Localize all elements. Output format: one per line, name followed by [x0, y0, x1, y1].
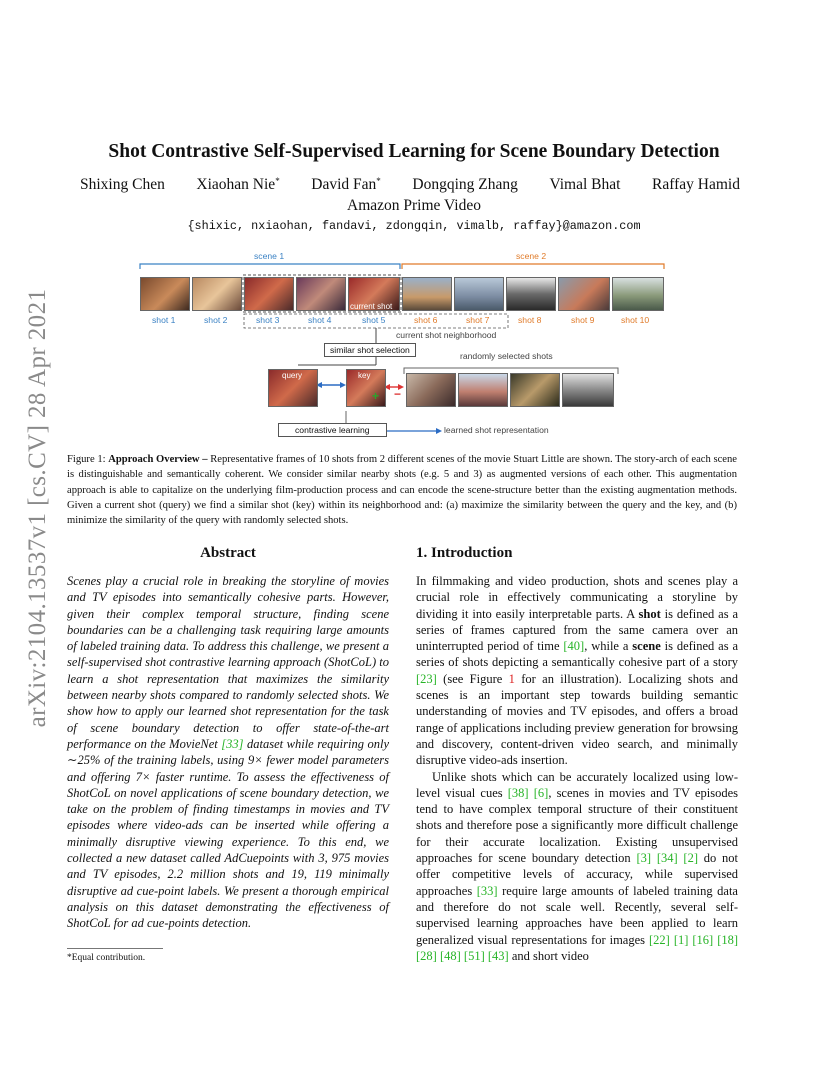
figure-approach-overview [138, 247, 668, 447]
text-run: , scenes in movies and TV episodes tend to have complex temporal structure of their constituent shots and therefore pose a significantly more difficult challenge for their accurate localization. Existing unsupervised approaches for scene boundary detection [416, 785, 738, 866]
text-run: do not offer competitive levels of accuracy, while supervised approaches [416, 851, 739, 898]
shot-label: shot 1 [152, 315, 176, 325]
abstract-heading: Abstract [200, 545, 256, 561]
citation-link[interactable]: [51] [463, 948, 485, 963]
shot-frame [192, 277, 242, 311]
paper-title: Shot Contrastive Self-Supervised Learning for Scene Boundary Detection [108, 141, 720, 162]
shot-label: shot 10 [621, 315, 650, 325]
figure-caption [67, 452, 737, 528]
shot-label: shot 6 [414, 315, 438, 325]
citation-link[interactable]: [18] [717, 932, 739, 947]
citation-link[interactable]: [33] [221, 736, 244, 751]
text-run: and short video [508, 948, 589, 963]
text-run: require large amounts of labeled training data and therefore do not scale well. Recently, several self-supervised learning approaches have been applied to learn generalized visual representations for images [416, 883, 738, 947]
text-run: , while a [584, 639, 633, 654]
citation-link[interactable]: [48] [439, 948, 461, 963]
shot-label: shot 5 [362, 315, 386, 325]
abstract-body: Scenes play a crucial role in breaking the storyline of movies and TV episodes into semantically cohesive parts. However, given their complex temporal structure, finding scene boundaries can be a challenging task requiring large amounts of labeled training data. To address this challenge, we present a self-supervised shot contrastive learning approach (ShotCoL) to learn a shot representation that maximizes the similarity between nearby shots compared to randomly selected shots. We show how to apply our learned shot representation for the task of scene boundary detection to offer state-of-the-art performance on the MovieNet [33] dataset while requiring only ∼25% of the training labels, using 9× fewer model parameters and offering 7× faster runtime. To assess the effectiveness of ShotCoL on novel applications of scene boundary detection, we take on the problem of finding timestamps in movies and TV episodes where video-ads can be inserted while offering a minimally disruptive viewing experience. To this end, we collected a new dataset called AdCuepoints with 3, 975 movies and TV episodes, 2.2 million shots and 19, 119 minimally disruptive ad cue-point labels. We present a thorough empirical analysis on this dataset demonstrating the effectiveness of ShotCoL for ad cue-points detection. [67, 574, 390, 931]
key-term: scene [632, 639, 661, 654]
minus-icon: − [394, 387, 402, 401]
section-heading-introduction: 1. Introduction [416, 545, 513, 561]
citation-link[interactable]: [1] [673, 932, 689, 947]
shot-frame [402, 277, 452, 311]
contrastive-learning-box: contrastive learning [278, 423, 387, 437]
neighborhood-label: current shot neighborhood [396, 330, 497, 340]
text-run: is defined as a series of shots depicting a semantically cohesive part of a story [416, 639, 739, 670]
shot-label: shot 2 [204, 315, 228, 325]
shot-label: shot 4 [308, 315, 332, 325]
citation-link[interactable]: [38] [507, 785, 529, 800]
citation-link[interactable]: [40] [563, 639, 585, 654]
learned-representation-label: learned shot representation [444, 425, 549, 435]
similar-shot-selection-box: similar shot selection [324, 343, 416, 357]
affiliation: Amazon Prime Video [347, 197, 481, 214]
text-run: Unlike shots which can be accurately localized using low-level visual cues [416, 769, 738, 800]
shot-label: shot 7 [466, 315, 490, 325]
text-run: (see Figure [436, 671, 509, 686]
citation-link[interactable]: [22] [649, 932, 670, 947]
shot-frame [612, 277, 664, 311]
author: Dongqing Zhang [412, 176, 518, 193]
shot-frame [558, 277, 610, 311]
author: David Fan* [311, 176, 381, 193]
text-run: is defined as a series of frames captured from the same camera over an uninterrupted period of time [416, 606, 738, 654]
arxiv-id: arXiv:2104.13537v1 [cs.CV] 28 Apr 2021 [24, 288, 51, 728]
citation-link[interactable]: [2] [683, 851, 698, 866]
caption-prefix: Figure 1: [67, 454, 106, 465]
key-term: shot [638, 606, 661, 621]
scene-1-label: scene 1 [254, 251, 285, 261]
citation-link[interactable]: [16] [692, 932, 714, 947]
caption-text: Representative frames of 10 shots from 2 different scenes of the movie Stuart Little are shown. The story-arch of each scene is distinguishable and semantically coherent. We consider similar nearby shots (e.g. 5 and 3) as augmented versions of each other. This augmentation approach is able to capitalize on the underlying film-production process and can encode the scene-structure better than the existing augmentation methods. Given a current shot (query) we find a similar shot (key) within its neighborhood and: (a) maximize the similarity between the query and the key, and (b) minimize the similarity of the query with randomly selected shots. [67, 454, 737, 527]
introduction-body [416, 573, 738, 964]
citation-link[interactable]: [23] [416, 671, 437, 686]
author: Vimal Bhat [549, 176, 621, 193]
footnote: *Equal contribution. [67, 953, 146, 963]
author: Raffay Hamid [652, 176, 740, 193]
author: Xiaohan Nie* [196, 176, 280, 193]
arxiv-sidebar-stamp [10, 288, 66, 728]
random-shots-label: randomly selected shots [460, 351, 553, 361]
scene-2-label: scene 2 [516, 251, 547, 261]
shot-frame [244, 277, 294, 311]
citation-link[interactable]: [43] [487, 948, 509, 963]
random-shot-frame [510, 373, 560, 407]
citation-link[interactable]: [33] [476, 883, 498, 898]
random-shot-frame [562, 373, 614, 407]
shot-label: shot 8 [518, 315, 542, 325]
shot-frame [454, 277, 504, 311]
current-shot-label: current shot [350, 302, 393, 311]
plus-icon: + [372, 389, 380, 403]
text-run: for an illustration). Localizing shots and scenes is an important step towards building semantic understanding of movies and TV episodes, and offers a broad range of applications including preview generation for browsing and discovery, content-driven video search, and minimally disruptive video-ads insertion. [416, 671, 738, 768]
citation-link[interactable]: [28] [416, 948, 437, 963]
shot-label: shot 9 [571, 315, 595, 325]
author-emails: {shixic, nxiaohan, fandavi, zdongqin, vimalb, raffay}@amazon.com [187, 219, 641, 233]
figure-ref-link[interactable]: 1 [508, 671, 515, 686]
shot-frame [296, 277, 346, 311]
intro-paragraph-1 [416, 573, 738, 769]
shot-frame [140, 277, 190, 311]
shot-frame [506, 277, 556, 311]
footnote-rule [67, 948, 163, 949]
key-label: key [358, 371, 371, 380]
shot-label: shot 3 [256, 315, 280, 325]
citation-link[interactable]: [6] [533, 785, 549, 800]
text-run: In filmmaking and video production, shots and scenes play a crucial role in effectively communicating a storyline by dividing it into easily interpretable parts. A [416, 574, 738, 621]
caption-title: Approach Overview – [108, 454, 208, 465]
author-list [80, 176, 740, 194]
query-label: query [282, 371, 303, 380]
intro-paragraph-2 [416, 769, 738, 965]
citation-link[interactable]: [3] [636, 851, 652, 866]
citation-link[interactable]: [34] [656, 851, 678, 866]
author: Shixing Chen [80, 176, 165, 193]
random-shot-frame [406, 373, 456, 407]
random-shot-frame [458, 373, 508, 407]
